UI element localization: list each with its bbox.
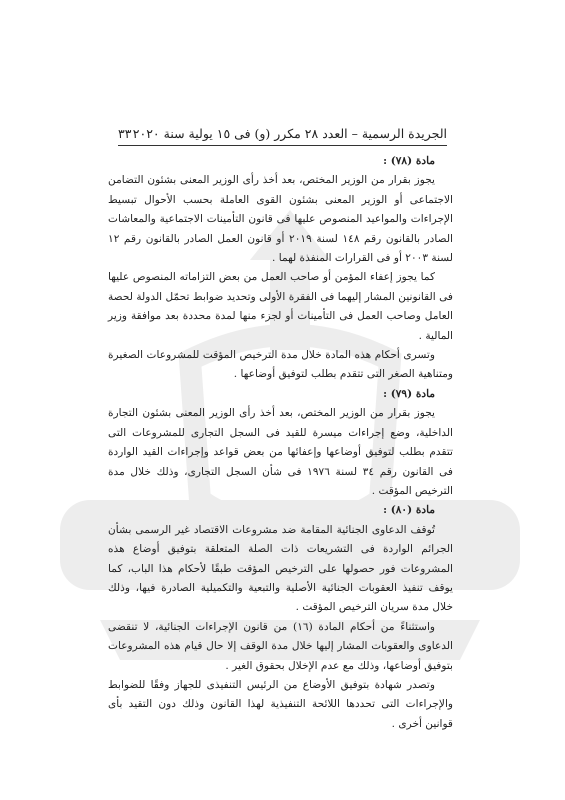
article-78 bbox=[108, 152, 453, 385]
article-79 bbox=[108, 385, 453, 501]
article-title: مادة (٧٩) : bbox=[383, 387, 435, 400]
page-header bbox=[118, 126, 447, 141]
article-paragraph: واستثناءً من أحكام المادة (١٦) من قانون الإجراءات الجنائية، لا تنقضى الدعاوى والعقوبات المشار إليها خلال مدة الوقف إلا حال قيام هذه المشروعات بتوفيق أوضاعها، وذلك مع عدم الإخلال بحقوق الغير . bbox=[108, 620, 453, 672]
article-title: مادة (٨٠) : bbox=[383, 504, 435, 517]
article-paragraph: وتصدر شهادة بتوفيق الأوضاع من الرئيس التنفيذى للجهاز وفقًا للضوابط والإجراءات التى تحددها اللائحة التنفيذية لهذا القانون وذلك دون التقيد بأى قوانين أخرى . bbox=[108, 678, 453, 730]
article-paragraph: كما يجوز إعفاء المؤمن أو صاحب العمل من بعض التزاماته المنصوص عليها فى القانونين المشار إليهما فى الفقرة الأولى وتحديد ضوابط تحمّل الدولة لحصة العامل وصاحب العمل فى التأمينات أو لجزء منها لمدة محددة بعد موافقة وزير المالية . bbox=[108, 271, 453, 342]
article-paragraph: يجوز بقرار من الوزير المختص، بعد أخذ رأى الوزير المعنى بشئون التضامن الاجتماعى أو الوزير المعنى بشئون القوى العاملة بحسب الأحوال تبسيط الإجراءات والمواعيد المنصوص عليها فى قانون التأمينات الاجتماعية والمعاشات الصادر بالقانون رقم ١٤٨ لسنة ٢٠١٩ أو قانون العمل الصادر بالقانون رقم ١٢ لسنة ٢٠٠٣ أو فى القرارات المنفذة لهما . bbox=[108, 174, 453, 265]
header-divider bbox=[118, 145, 447, 146]
article-paragraph: وتسرى أحكام هذه المادة خلال مدة الترخيص المؤقت للمشروعات الصغيرة ومتناهية الصغر التى تتقدم بطلب لتوفيق أوضاعها . bbox=[108, 349, 453, 381]
article-title: مادة (٧٨) : bbox=[383, 155, 435, 167]
article-80 bbox=[108, 501, 453, 734]
header-title: الجريدة الرسمية – العدد ٢٨ مكرر (و) فى ١٥ يولية سنة ٢٠٢٠ bbox=[132, 126, 447, 141]
page-number: ٣٣ bbox=[118, 126, 132, 141]
article-paragraph: تُوقف الدعاوى الجنائية المقامة ضد مشروعات الاقتصاد غير الرسمى بشأن الجرائم الواردة فى التشريعات ذات الصلة المتعلقة بتوفيق أوضاع هذه المشروعات فور حصولها على الترخيص المؤقت طبقًا لأحكام هذا الباب، كما يوقف تنفيذ العقوبات الجنائية الأصلية والتبعية والتكميلية الصادرة فيها، وذلك خلال مدة سريان الترخيص المؤقت . bbox=[108, 523, 453, 614]
document-body bbox=[108, 152, 453, 734]
article-paragraph: يجوز بقرار من الوزير المختص، بعد أخذ رأى الوزير المعنى بشئون التجارة الداخلية، وضع إجراءات ميسرة للقيد فى السجل التجارى للمشروعات التى تتقدم بطلب لتوفيق أوضاعها وإعفائها من بعض قواعد وإجراءات القيد الواردة فى القانون رقم ٣٤ لسنة ١٩٧٦ فى شأن السجل التجارى، وذلك خلال مدة الترخيص المؤقت . bbox=[108, 407, 453, 497]
